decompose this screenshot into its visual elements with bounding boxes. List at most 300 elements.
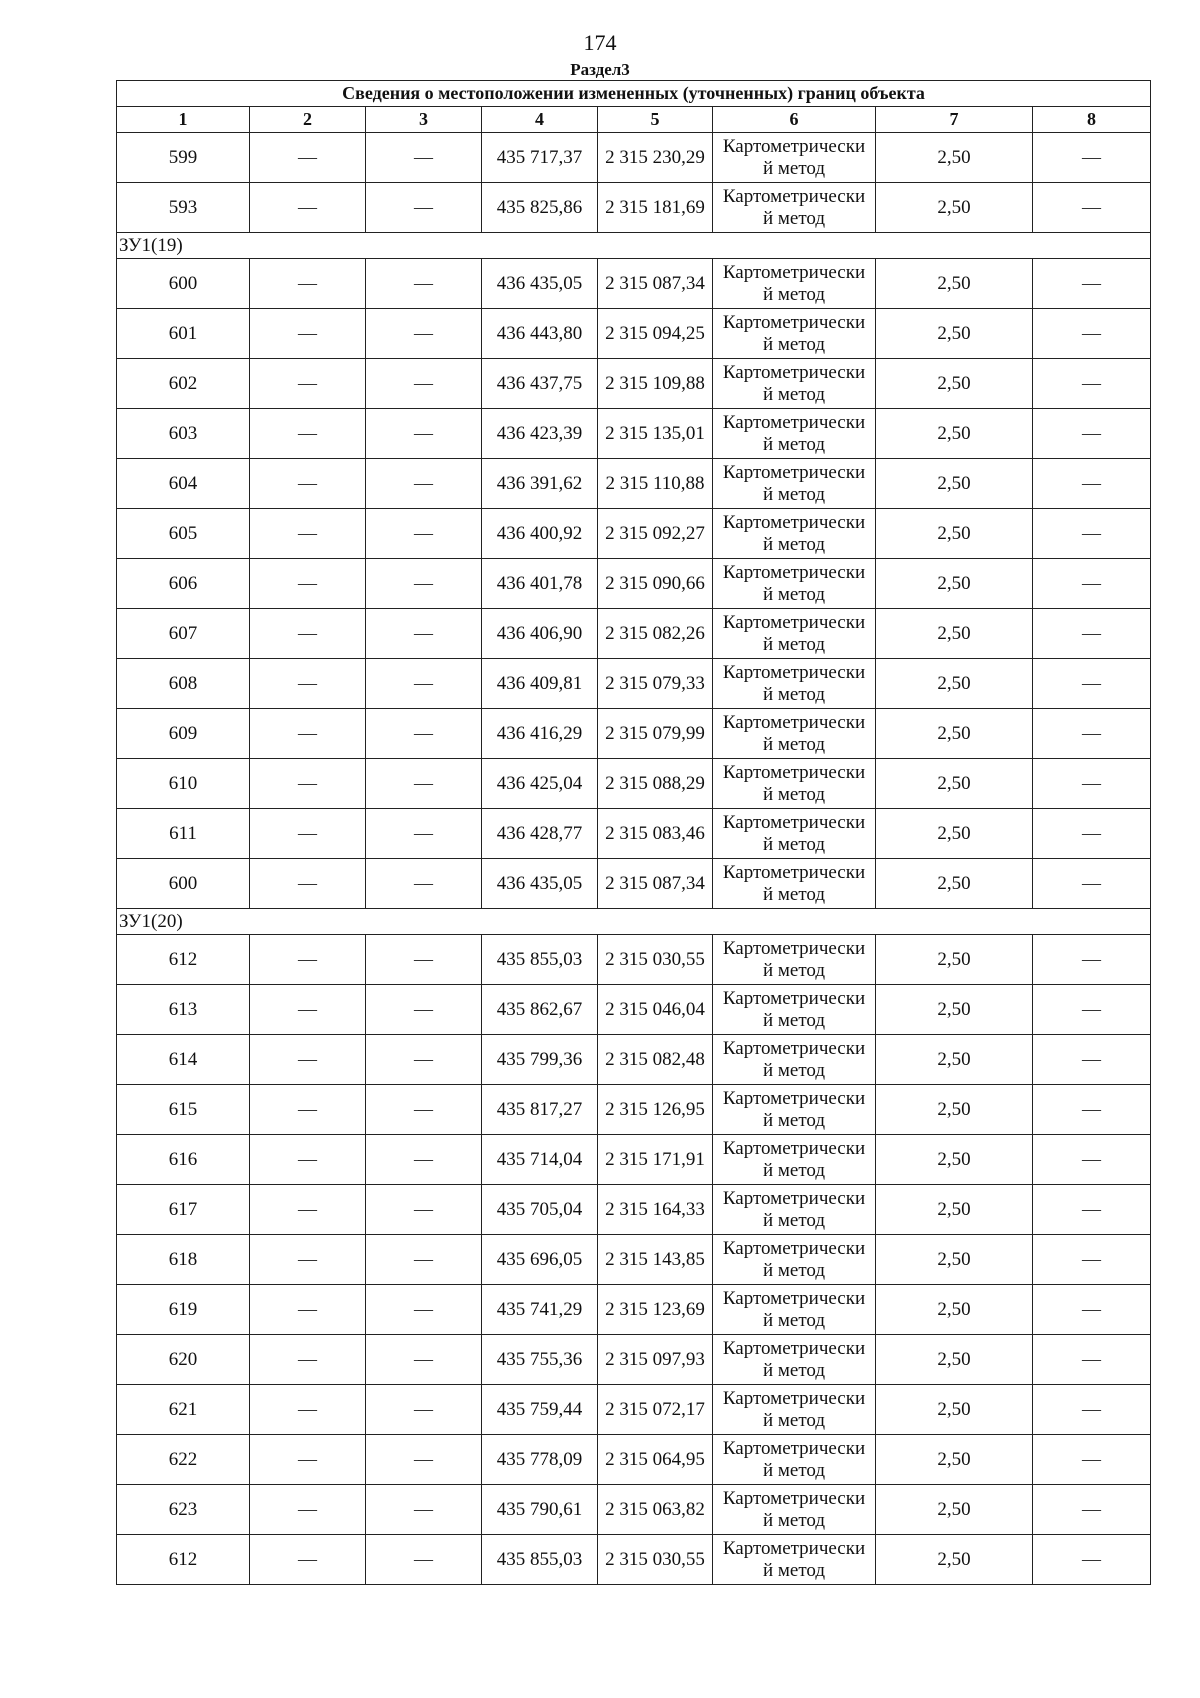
empty-cell: —: [366, 935, 482, 985]
x-coordinate-cell: 435 705,04: [482, 1185, 598, 1235]
point-number-cell: 602: [117, 359, 250, 409]
accuracy-cell: 2,50: [876, 935, 1033, 985]
point-number-cell: 604: [117, 459, 250, 509]
table-row: [117, 509, 1151, 559]
method-line-2: й метод: [762, 157, 826, 179]
empty-cell: —: [1033, 1535, 1151, 1585]
y-coordinate-cell: 2 315 109,88: [598, 359, 713, 409]
accuracy-cell: 2,50: [876, 309, 1033, 359]
method-cell: [713, 559, 876, 609]
method-line-1: Картометрически: [722, 711, 866, 733]
method-line-1: Картометрически: [722, 311, 866, 333]
method-line-1: Картометрически: [722, 361, 866, 383]
method-line-1: Картометрически: [722, 1287, 866, 1309]
point-number-cell: 606: [117, 559, 250, 609]
method-line-1: Картометрически: [722, 661, 866, 683]
y-coordinate-cell: 2 315 094,25: [598, 309, 713, 359]
method-line-1: Картометрически: [722, 561, 866, 583]
empty-cell: —: [250, 859, 366, 909]
table-caption: Сведения о местоположении измененных (уточненных) границ объекта: [117, 81, 1151, 107]
method-line-2: й метод: [762, 1359, 826, 1381]
y-coordinate-cell: 2 315 110,88: [598, 459, 713, 509]
method-line-2: й метод: [762, 883, 826, 905]
accuracy-cell: 2,50: [876, 1135, 1033, 1185]
coordinates-table: [116, 80, 1151, 1585]
empty-cell: —: [1033, 859, 1151, 909]
point-number-cell: 593: [117, 183, 250, 233]
accuracy-cell: 2,50: [876, 1235, 1033, 1285]
table-row: [117, 609, 1151, 659]
point-number-cell: 621: [117, 1385, 250, 1435]
y-coordinate-cell: 2 315 135,01: [598, 409, 713, 459]
table-row: [117, 1235, 1151, 1285]
empty-cell: —: [250, 1485, 366, 1535]
method-cell: [713, 609, 876, 659]
table-row: [117, 133, 1151, 183]
table-row: [117, 409, 1151, 459]
empty-cell: —: [1033, 309, 1151, 359]
point-number-cell: 599: [117, 133, 250, 183]
x-coordinate-cell: 436 443,80: [482, 309, 598, 359]
empty-cell: —: [1033, 1235, 1151, 1285]
y-coordinate-cell: 2 315 063,82: [598, 1485, 713, 1535]
x-coordinate-cell: 436 423,39: [482, 409, 598, 459]
method-line-1: Картометрически: [722, 1137, 866, 1159]
x-coordinate-cell: 435 790,61: [482, 1485, 598, 1535]
empty-cell: —: [250, 1135, 366, 1185]
empty-cell: —: [1033, 709, 1151, 759]
empty-cell: —: [250, 359, 366, 409]
y-coordinate-cell: 2 315 064,95: [598, 1435, 713, 1485]
accuracy-cell: 2,50: [876, 1335, 1033, 1385]
method-line-1: Картометрически: [722, 1187, 866, 1209]
accuracy-cell: 2,50: [876, 1285, 1033, 1335]
table-row: [117, 1385, 1151, 1435]
method-cell: [713, 1235, 876, 1285]
method-cell: [713, 659, 876, 709]
method-cell: [713, 259, 876, 309]
method-line-2: й метод: [762, 633, 826, 655]
x-coordinate-cell: 436 416,29: [482, 709, 598, 759]
y-coordinate-cell: 2 315 079,33: [598, 659, 713, 709]
method-cell: [713, 709, 876, 759]
method-line-1: Картометрически: [722, 511, 866, 533]
y-coordinate-cell: 2 315 230,29: [598, 133, 713, 183]
table-row: [117, 1285, 1151, 1335]
method-cell: [713, 759, 876, 809]
empty-cell: —: [366, 985, 482, 1035]
accuracy-cell: 2,50: [876, 559, 1033, 609]
accuracy-cell: 2,50: [876, 859, 1033, 909]
x-coordinate-cell: 435 825,86: [482, 183, 598, 233]
method-line-2: й метод: [762, 333, 826, 355]
accuracy-cell: 2,50: [876, 1185, 1033, 1235]
x-coordinate-cell: 435 778,09: [482, 1435, 598, 1485]
point-number-cell: 607: [117, 609, 250, 659]
method-cell: [713, 1035, 876, 1085]
method-line-2: й метод: [762, 483, 826, 505]
x-coordinate-cell: 435 741,29: [482, 1285, 598, 1335]
empty-cell: —: [366, 409, 482, 459]
table-row: [117, 1085, 1151, 1135]
method-line-1: Картометрически: [722, 261, 866, 283]
empty-cell: —: [250, 759, 366, 809]
empty-cell: —: [366, 133, 482, 183]
y-coordinate-cell: 2 315 079,99: [598, 709, 713, 759]
y-coordinate-cell: 2 315 090,66: [598, 559, 713, 609]
method-line-1: Картометрически: [722, 937, 866, 959]
accuracy-cell: 2,50: [876, 259, 1033, 309]
point-number-cell: 620: [117, 1335, 250, 1385]
empty-cell: —: [250, 1435, 366, 1485]
empty-cell: —: [1033, 459, 1151, 509]
method-line-1: Картометрически: [722, 1537, 866, 1559]
column-header: 2: [250, 107, 366, 133]
method-cell: [713, 859, 876, 909]
empty-cell: —: [250, 309, 366, 359]
column-header: 8: [1033, 107, 1151, 133]
empty-cell: —: [250, 1285, 366, 1335]
accuracy-cell: 2,50: [876, 1385, 1033, 1435]
point-number-cell: 600: [117, 259, 250, 309]
empty-cell: —: [250, 935, 366, 985]
empty-cell: —: [1033, 1335, 1151, 1385]
point-number-cell: 605: [117, 509, 250, 559]
accuracy-cell: 2,50: [876, 609, 1033, 659]
y-coordinate-cell: 2 315 123,69: [598, 1285, 713, 1335]
y-coordinate-cell: 2 315 164,33: [598, 1185, 713, 1235]
x-coordinate-cell: 436 400,92: [482, 509, 598, 559]
empty-cell: —: [366, 659, 482, 709]
method-line-2: й метод: [762, 283, 826, 305]
accuracy-cell: 2,50: [876, 133, 1033, 183]
point-number-cell: 611: [117, 809, 250, 859]
method-line-2: й метод: [762, 833, 826, 855]
empty-cell: —: [1033, 183, 1151, 233]
empty-cell: —: [1033, 1085, 1151, 1135]
point-number-cell: 616: [117, 1135, 250, 1185]
method-cell: [713, 1135, 876, 1185]
table-row: [117, 1135, 1151, 1185]
empty-cell: —: [1033, 1385, 1151, 1435]
point-number-cell: 617: [117, 1185, 250, 1235]
table-row: [117, 1185, 1151, 1235]
point-number-cell: 614: [117, 1035, 250, 1085]
method-line-1: Картометрически: [722, 185, 866, 207]
method-line-2: й метод: [762, 1459, 826, 1481]
empty-cell: —: [366, 859, 482, 909]
empty-cell: —: [366, 1485, 482, 1535]
method-line-1: Картометрически: [722, 1437, 866, 1459]
method-line-2: й метод: [762, 959, 826, 981]
method-line-2: й метод: [762, 433, 826, 455]
point-number-cell: 613: [117, 985, 250, 1035]
accuracy-cell: 2,50: [876, 809, 1033, 859]
method-line-1: Картометрически: [722, 1087, 866, 1109]
y-coordinate-cell: 2 315 126,95: [598, 1085, 713, 1135]
column-header: 6: [713, 107, 876, 133]
table-row: [117, 809, 1151, 859]
empty-cell: —: [1033, 809, 1151, 859]
empty-cell: —: [366, 1535, 482, 1585]
empty-cell: —: [1033, 1135, 1151, 1185]
empty-cell: —: [366, 759, 482, 809]
empty-cell: —: [250, 1035, 366, 1085]
method-line-2: й метод: [762, 1009, 826, 1031]
point-number-cell: 622: [117, 1435, 250, 1485]
column-header: 7: [876, 107, 1033, 133]
table-row: [117, 659, 1151, 709]
x-coordinate-cell: 436 437,75: [482, 359, 598, 409]
x-coordinate-cell: 435 817,27: [482, 1085, 598, 1135]
method-line-1: Картометрически: [722, 1387, 866, 1409]
y-coordinate-cell: 2 315 171,91: [598, 1135, 713, 1185]
column-header: 3: [366, 107, 482, 133]
x-coordinate-cell: 436 406,90: [482, 609, 598, 659]
y-coordinate-cell: 2 315 097,93: [598, 1335, 713, 1385]
empty-cell: —: [250, 1535, 366, 1585]
method-line-1: Картометрически: [722, 411, 866, 433]
column-header: 5: [598, 107, 713, 133]
y-coordinate-cell: 2 315 087,34: [598, 859, 713, 909]
point-number-cell: 618: [117, 1235, 250, 1285]
empty-cell: —: [366, 259, 482, 309]
y-coordinate-cell: 2 315 083,46: [598, 809, 713, 859]
method-cell: [713, 459, 876, 509]
accuracy-cell: 2,50: [876, 1085, 1033, 1135]
x-coordinate-cell: 435 855,03: [482, 1535, 598, 1585]
x-coordinate-cell: 436 391,62: [482, 459, 598, 509]
point-number-cell: 623: [117, 1485, 250, 1535]
empty-cell: —: [1033, 259, 1151, 309]
method-line-1: Картометрически: [722, 461, 866, 483]
point-number-cell: 610: [117, 759, 250, 809]
method-line-1: Картометрически: [722, 135, 866, 157]
point-number-cell: 612: [117, 1535, 250, 1585]
empty-cell: —: [250, 1085, 366, 1135]
empty-cell: —: [250, 659, 366, 709]
empty-cell: —: [1033, 1185, 1151, 1235]
empty-cell: —: [250, 985, 366, 1035]
table-row: [117, 709, 1151, 759]
empty-cell: —: [1033, 1035, 1151, 1085]
method-line-2: й метод: [762, 1109, 826, 1131]
empty-cell: —: [366, 809, 482, 859]
empty-cell: —: [366, 1285, 482, 1335]
point-number-cell: 601: [117, 309, 250, 359]
empty-cell: —: [1033, 1485, 1151, 1535]
method-cell: [713, 1485, 876, 1535]
method-cell: [713, 409, 876, 459]
y-coordinate-cell: 2 315 082,48: [598, 1035, 713, 1085]
table-row: [117, 1435, 1151, 1485]
y-coordinate-cell: 2 315 181,69: [598, 183, 713, 233]
table-row: [117, 1035, 1151, 1085]
empty-cell: —: [366, 1235, 482, 1285]
accuracy-cell: 2,50: [876, 359, 1033, 409]
point-number-cell: 619: [117, 1285, 250, 1335]
empty-cell: —: [250, 509, 366, 559]
section-title: Раздел3: [570, 60, 630, 79]
method-line-2: й метод: [762, 383, 826, 405]
y-coordinate-cell: 2 315 092,27: [598, 509, 713, 559]
empty-cell: —: [366, 1135, 482, 1185]
y-coordinate-cell: 2 315 143,85: [598, 1235, 713, 1285]
y-coordinate-cell: 2 315 072,17: [598, 1385, 713, 1435]
table-row: [117, 859, 1151, 909]
method-line-2: й метод: [762, 733, 826, 755]
method-line-1: Картометрически: [722, 1237, 866, 1259]
empty-cell: —: [250, 133, 366, 183]
group-row: [117, 233, 1151, 259]
method-cell: [713, 309, 876, 359]
accuracy-cell: 2,50: [876, 759, 1033, 809]
method-line-2: й метод: [762, 1159, 826, 1181]
column-header: 1: [117, 107, 250, 133]
empty-cell: —: [1033, 759, 1151, 809]
y-coordinate-cell: 2 315 030,55: [598, 935, 713, 985]
empty-cell: —: [250, 709, 366, 759]
method-cell: [713, 1285, 876, 1335]
y-coordinate-cell: 2 315 082,26: [598, 609, 713, 659]
method-cell: [713, 359, 876, 409]
table-row: [117, 183, 1151, 233]
x-coordinate-cell: 435 759,44: [482, 1385, 598, 1435]
empty-cell: —: [366, 459, 482, 509]
empty-cell: —: [366, 559, 482, 609]
point-number-cell: 615: [117, 1085, 250, 1135]
method-line-1: Картометрически: [722, 1487, 866, 1509]
accuracy-cell: 2,50: [876, 1435, 1033, 1485]
y-coordinate-cell: 2 315 088,29: [598, 759, 713, 809]
x-coordinate-cell: 436 435,05: [482, 259, 598, 309]
empty-cell: —: [1033, 1285, 1151, 1335]
method-cell: [713, 1435, 876, 1485]
y-coordinate-cell: 2 315 030,55: [598, 1535, 713, 1585]
method-cell: [713, 1185, 876, 1235]
empty-cell: —: [1033, 559, 1151, 609]
method-line-1: Картометрически: [722, 987, 866, 1009]
table-row: [117, 309, 1151, 359]
method-cell: [713, 985, 876, 1035]
accuracy-cell: 2,50: [876, 183, 1033, 233]
point-number-cell: 603: [117, 409, 250, 459]
point-number-cell: 612: [117, 935, 250, 985]
group-row: [117, 909, 1151, 935]
group-label: ЗУ1(20): [117, 909, 1151, 935]
accuracy-cell: 2,50: [876, 985, 1033, 1035]
accuracy-cell: 2,50: [876, 1535, 1033, 1585]
empty-cell: —: [250, 1385, 366, 1435]
empty-cell: —: [1033, 659, 1151, 709]
y-coordinate-cell: 2 315 087,34: [598, 259, 713, 309]
group-label: ЗУ1(19): [117, 233, 1151, 259]
accuracy-cell: 2,50: [876, 709, 1033, 759]
method-line-2: й метод: [762, 1059, 826, 1081]
x-coordinate-cell: 436 435,05: [482, 859, 598, 909]
empty-cell: —: [250, 409, 366, 459]
table-row: [117, 359, 1151, 409]
point-number-cell: 600: [117, 859, 250, 909]
empty-cell: —: [1033, 359, 1151, 409]
empty-cell: —: [366, 1435, 482, 1485]
method-cell: [713, 935, 876, 985]
accuracy-cell: 2,50: [876, 1485, 1033, 1535]
empty-cell: —: [366, 309, 482, 359]
empty-cell: —: [250, 183, 366, 233]
x-coordinate-cell: 435 799,36: [482, 1035, 598, 1085]
empty-cell: —: [1033, 609, 1151, 659]
empty-cell: —: [250, 1335, 366, 1385]
table-row: [117, 759, 1151, 809]
empty-cell: —: [366, 509, 482, 559]
method-cell: [713, 1335, 876, 1385]
x-coordinate-cell: 436 409,81: [482, 659, 598, 709]
empty-cell: —: [366, 609, 482, 659]
accuracy-cell: 2,50: [876, 409, 1033, 459]
empty-cell: —: [250, 1185, 366, 1235]
method-line-2: й метод: [762, 207, 826, 229]
method-line-2: й метод: [762, 1309, 826, 1331]
table-row: [117, 1335, 1151, 1385]
empty-cell: —: [366, 1035, 482, 1085]
method-line-2: й метод: [762, 583, 826, 605]
method-line-2: й метод: [762, 683, 826, 705]
empty-cell: —: [366, 1085, 482, 1135]
table-row: [117, 935, 1151, 985]
empty-cell: —: [1033, 133, 1151, 183]
empty-cell: —: [250, 559, 366, 609]
empty-cell: —: [366, 1385, 482, 1435]
empty-cell: —: [366, 1335, 482, 1385]
point-number-cell: 608: [117, 659, 250, 709]
method-cell: [713, 1085, 876, 1135]
method-line-1: Картометрически: [722, 811, 866, 833]
method-line-1: Картометрически: [722, 861, 866, 883]
x-coordinate-cell: 436 428,77: [482, 809, 598, 859]
table-row: [117, 459, 1151, 509]
empty-cell: —: [250, 459, 366, 509]
x-coordinate-cell: 436 425,04: [482, 759, 598, 809]
table-row: [117, 1535, 1151, 1585]
y-coordinate-cell: 2 315 046,04: [598, 985, 713, 1035]
method-cell: [713, 509, 876, 559]
method-line-2: й метод: [762, 1409, 826, 1431]
method-line-1: Картометрически: [722, 1337, 866, 1359]
table-row: [117, 1485, 1151, 1535]
method-line-1: Картометрически: [722, 611, 866, 633]
accuracy-cell: 2,50: [876, 1035, 1033, 1085]
table-row: [117, 985, 1151, 1035]
empty-cell: —: [1033, 409, 1151, 459]
x-coordinate-cell: 435 855,03: [482, 935, 598, 985]
method-cell: [713, 1535, 876, 1585]
method-line-1: Картометрически: [722, 1037, 866, 1059]
empty-cell: —: [250, 809, 366, 859]
accuracy-cell: 2,50: [876, 459, 1033, 509]
method-cell: [713, 183, 876, 233]
empty-cell: —: [1033, 509, 1151, 559]
empty-cell: —: [1033, 985, 1151, 1035]
method-line-2: й метод: [762, 1509, 826, 1531]
x-coordinate-cell: 436 401,78: [482, 559, 598, 609]
column-header: 4: [482, 107, 598, 133]
empty-cell: —: [1033, 1435, 1151, 1485]
x-coordinate-cell: 435 714,04: [482, 1135, 598, 1185]
table-row: [117, 259, 1151, 309]
empty-cell: —: [250, 609, 366, 659]
empty-cell: —: [250, 1235, 366, 1285]
